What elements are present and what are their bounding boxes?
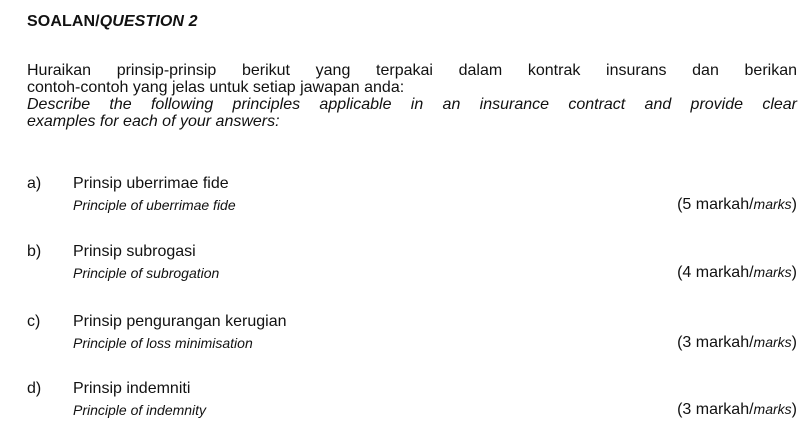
sub-question-letter: d) <box>27 380 42 397</box>
instruction-malay-line-2: contoh-contoh yang jelas untuk setiap jawapan anda: <box>27 79 405 96</box>
marks-malay: (5 markah/ <box>677 196 754 213</box>
heading-english: QUESTION 2 <box>99 13 198 30</box>
sub-question-c <box>27 313 797 353</box>
marks-english: marks <box>753 401 792 417</box>
question-heading <box>27 13 198 31</box>
sub-question-title-malay: Prinsip pengurangan kerugian <box>73 313 287 330</box>
marks-english: marks <box>753 196 792 212</box>
marks-close: ) <box>791 401 797 418</box>
marks-malay: (3 markah/ <box>677 334 754 351</box>
marks-allocation <box>677 401 797 419</box>
marks-english: marks <box>753 264 792 280</box>
sub-question-title-english: Principle of indemnity <box>73 402 207 418</box>
marks-english: marks <box>753 334 792 350</box>
question-instructions <box>27 62 797 130</box>
sub-question-letter: c) <box>27 313 41 330</box>
sub-question-b <box>27 243 797 283</box>
sub-question-letter: b) <box>27 243 42 260</box>
marks-close: ) <box>791 196 797 213</box>
marks-allocation <box>677 196 797 214</box>
heading-malay: SOALAN/ <box>27 13 100 30</box>
instruction-malay-line-1: Huraikan prinsip-prinsip berikut yang terpakai dalam kontrak insurans dan berikan <box>27 62 797 79</box>
sub-question-title-malay: Prinsip uberrimae fide <box>73 175 229 192</box>
sub-question-title-english: Principle of uberrimae fide <box>73 197 236 213</box>
sub-question-title-malay: Prinsip indemniti <box>73 380 191 397</box>
marks-close: ) <box>791 334 797 351</box>
marks-allocation <box>677 264 797 282</box>
instruction-english-line-1: Describe the following principles applicable in an insurance contract and provide clear <box>27 96 797 113</box>
sub-question-d <box>27 380 797 420</box>
marks-malay: (3 markah/ <box>677 401 754 418</box>
sub-question-title-malay: Prinsip subrogasi <box>73 243 196 260</box>
marks-allocation <box>677 334 797 352</box>
instruction-english-line-2: examples for each of your answers: <box>27 113 280 130</box>
sub-question-a <box>27 175 797 215</box>
marks-malay: (4 markah/ <box>677 264 754 281</box>
marks-close: ) <box>791 264 797 281</box>
sub-question-title-english: Principle of subrogation <box>73 265 220 281</box>
sub-question-title-english: Principle of loss minimisation <box>73 335 253 351</box>
sub-question-letter: a) <box>27 175 42 192</box>
